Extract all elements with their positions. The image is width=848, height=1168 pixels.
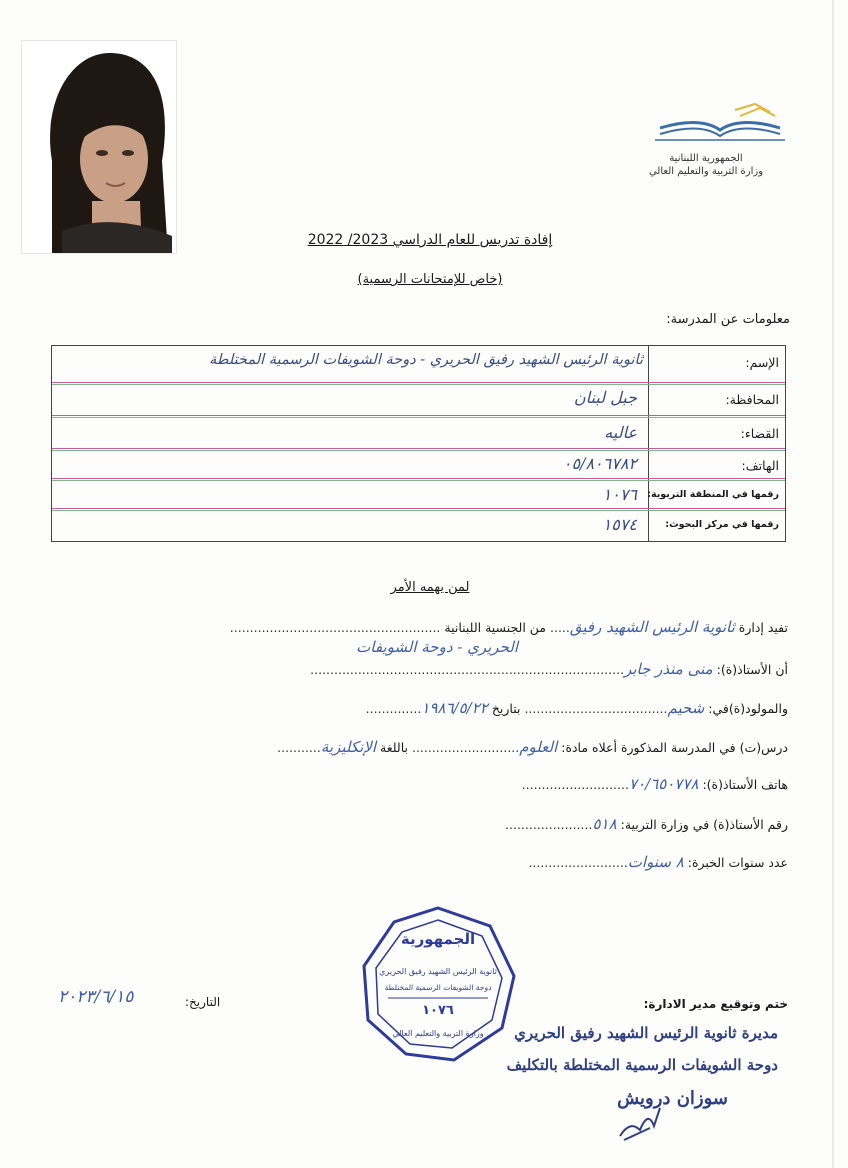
table-row bbox=[52, 416, 785, 449]
school-info-table bbox=[51, 345, 786, 542]
line3-prefix: والمولود(ة)في: bbox=[708, 701, 788, 716]
principal-title-line1: مديرة ثانوية الرئيس الشهيد رفيق الحريري bbox=[514, 1024, 778, 1042]
name-label: الإسم: bbox=[745, 355, 779, 370]
table-row bbox=[52, 509, 785, 541]
body-line-6: رقم الأستاذ(ة) في وزارة التربية: ٥١٨...................... bbox=[505, 815, 788, 833]
line2-handwriting: منى منذر جابر bbox=[624, 660, 713, 678]
school-info-label: معلومات عن المدرسة: bbox=[666, 312, 790, 327]
table-row bbox=[52, 383, 785, 416]
ministry-name bbox=[626, 152, 786, 178]
logo-line2: وزارة التربية والتعليم العالي bbox=[648, 166, 764, 177]
table-row bbox=[52, 449, 785, 479]
line7-handwriting: ٨ سنوات bbox=[627, 853, 684, 871]
svg-text:الجمهورية: الجمهورية bbox=[400, 930, 476, 948]
governorate-label: المحافظة: bbox=[725, 392, 779, 407]
date-label: التاريخ: bbox=[185, 995, 221, 1009]
svg-text:وزارة التربية والتعليم العالي: وزارة التربية والتعليم العالي bbox=[392, 1029, 484, 1038]
body-line-4: درس(ت) في المدرسة المذكورة أعلاه مادة: العلوم........................... باللغة الإنكليزية........... bbox=[277, 738, 788, 756]
research-number-value: ١٥٧٤ bbox=[602, 515, 637, 534]
body-line-2: أن الأستاذ(ة): منى منذر جابر............................................................................... bbox=[310, 660, 788, 678]
line3-mid: بتاريخ bbox=[491, 701, 521, 716]
line4-prefix: درس(ت) في المدرسة المذكورة أعلاه مادة: bbox=[561, 740, 788, 755]
line4-handwriting: العلوم bbox=[519, 738, 558, 756]
student-photo bbox=[21, 40, 177, 254]
svg-text:١٠٧٦: ١٠٧٦ bbox=[422, 1003, 454, 1018]
line5-prefix: هاتف الأستاذ(ة): bbox=[702, 777, 788, 792]
line4-mid: باللغة bbox=[380, 740, 408, 755]
line4-handwriting-2: الإنكليزية bbox=[320, 738, 377, 756]
line1-handwriting-2: الحريري - دوحة الشويفات bbox=[356, 638, 518, 656]
line3-handwriting-2: ١٩٨٦/٥/٢٢ bbox=[421, 699, 488, 717]
page-edge bbox=[832, 0, 834, 1168]
to-whom-heading: لمن يهمه الأمر bbox=[390, 580, 470, 595]
body-line-3: والمولود(ة)في: شحيم.................................... بتاريخ ١٩٨٦/٥/٢٢.............. bbox=[365, 699, 788, 717]
principal-title-line2: دوحة الشويفات الرسمية المختلطة بالتكليف bbox=[506, 1056, 778, 1074]
name-value: ثانوية الرئيس الشهيد رفيق الحريري - دوحة الشويفات الرسمية المختلطة bbox=[209, 352, 643, 368]
region-number-value: ١٠٧٦ bbox=[602, 485, 637, 504]
line5-handwriting: ٧٠/٦٥٠٧٧٨ bbox=[628, 775, 699, 793]
open-book-icon bbox=[640, 98, 800, 148]
table-row bbox=[52, 346, 785, 383]
line1-handwriting: ثانوية الرئيس الشهيد رفيق bbox=[569, 618, 735, 636]
research-number-label: رقمها في مركز البحوث: bbox=[665, 519, 779, 530]
svg-text:دوحة الشويفات الرسمية المختلطة: دوحة الشويفات الرسمية المختلطة bbox=[384, 983, 492, 992]
body-line-5: هاتف الأستاذ(ة): ٧٠/٦٥٠٧٧٨........................... bbox=[521, 775, 788, 793]
line1-prefix: تفيد إدارة bbox=[738, 620, 788, 635]
document-title: إفادة تدريس للعام الدراسي 2023/ 2022 bbox=[307, 232, 553, 248]
line2-prefix: أن الأستاذ(ة): bbox=[716, 662, 788, 677]
principal-name: سوزان درويش bbox=[617, 1088, 728, 1109]
phone-value: ٠٥/٨٠٦٧٨٢ bbox=[562, 454, 637, 473]
governorate-value: جبل لبنان bbox=[573, 388, 637, 407]
line3-handwriting: شحيم bbox=[667, 699, 705, 717]
region-number-label: رقمها في المنطقة التربوية: bbox=[647, 489, 779, 500]
line1-mid: من الجنسية اللبنانية bbox=[444, 620, 547, 635]
line6-handwriting: ٥١٨ bbox=[592, 815, 617, 833]
date-value: ٢٠٢٣/٦/١٥ bbox=[58, 987, 134, 1007]
line6-prefix: رقم الأستاذ(ة) في وزارة التربية: bbox=[620, 817, 788, 832]
signature-scribble bbox=[610, 1100, 670, 1144]
stamp-seal bbox=[358, 904, 518, 1064]
body-line-1b bbox=[356, 638, 518, 656]
official-stamp bbox=[358, 904, 518, 1064]
phone-label: الهاتف: bbox=[741, 458, 779, 473]
body-line-1: تفيد إدارة ثانوية الرئيس الشهيد رفيق..... من الجنسية اللبنانية ..................................................... bbox=[229, 618, 788, 636]
line7-prefix: عدد سنوات الخبرة: bbox=[687, 855, 788, 870]
svg-text:ثانوية الرئيس الشهيد رفيق الحر: ثانوية الرئيس الشهيد رفيق الحريري bbox=[379, 967, 497, 976]
logo-line1: الجمهورية اللبنانية bbox=[669, 153, 743, 164]
table-row bbox=[52, 479, 785, 509]
district-label: القضاء: bbox=[740, 426, 779, 441]
document-subtitle: (خاص للإمتحانات الرسمية) bbox=[357, 272, 503, 287]
district-value: عاليه bbox=[604, 423, 637, 442]
signature-label: ختم وتوقيع مدير الادارة: bbox=[643, 997, 788, 1011]
body-line-7: عدد سنوات الخبرة: ٨ سنوات......................... bbox=[528, 853, 788, 871]
portrait-image bbox=[22, 41, 177, 254]
